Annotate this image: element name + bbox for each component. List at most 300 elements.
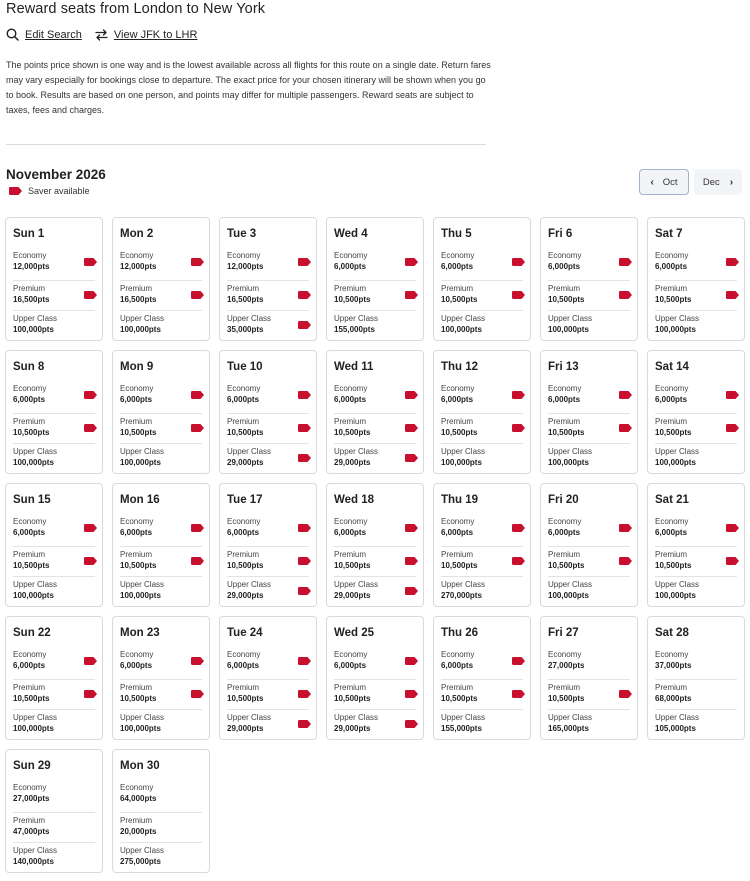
cabin-points: 6,000pts	[441, 262, 474, 271]
cabin-points: 6,000pts	[441, 661, 474, 670]
cabin-points: 10,500pts	[120, 561, 157, 570]
cabin-fare	[334, 250, 416, 280]
day-label: Sat 14	[655, 361, 689, 373]
cabin-name: Economy	[548, 517, 582, 526]
next-month-button[interactable]	[694, 169, 742, 195]
day-card[interactable]	[112, 749, 210, 873]
view-reverse-route-label: View JFK to LHR	[113, 28, 198, 41]
cabin-fare	[334, 649, 416, 679]
cabin-points: 29,000pts	[334, 724, 371, 733]
saver-tag-icon	[619, 258, 632, 266]
cabin-points: 6,000pts	[334, 395, 367, 404]
saver-tag-icon	[405, 587, 418, 595]
saver-tag-icon	[298, 524, 311, 532]
day-card[interactable]	[647, 350, 745, 474]
cabin-name: Economy	[13, 384, 47, 393]
cabin-fare	[655, 709, 737, 739]
saver-tag-icon	[191, 424, 204, 432]
saver-tag-icon	[512, 690, 525, 698]
cabin-name: Premium	[227, 550, 260, 559]
cabin-points: 100,000pts	[13, 325, 54, 334]
cabin-name: Economy	[334, 650, 368, 659]
cabin-name: Premium	[548, 550, 581, 559]
saver-tag-icon	[619, 291, 632, 299]
day-card[interactable]	[112, 350, 210, 474]
saver-tag-icon	[298, 424, 311, 432]
cabin-fare	[120, 516, 202, 546]
search-actions	[6, 28, 210, 41]
cabin-fare	[120, 443, 202, 473]
day-card[interactable]	[219, 217, 317, 341]
day-card[interactable]	[433, 350, 531, 474]
cabin-points: 6,000pts	[120, 395, 153, 404]
saver-tag-icon	[298, 587, 311, 595]
cabin-fare	[120, 250, 202, 280]
cabin-fare	[13, 413, 95, 443]
cabin-name: Upper Class	[655, 713, 700, 722]
cabin-fare	[334, 516, 416, 546]
cabin-fare	[655, 516, 737, 546]
saver-tag-icon	[405, 424, 418, 432]
cabin-name: Premium	[120, 550, 153, 559]
day-card[interactable]	[112, 616, 210, 740]
cabin-name: Upper Class	[334, 713, 379, 722]
saver-tag-icon	[9, 187, 22, 195]
saver-tag-icon	[191, 657, 204, 665]
cabin-points: 100,000pts	[120, 325, 161, 334]
cabin-fare	[548, 250, 630, 280]
cabin-name: Upper Class	[120, 580, 165, 589]
cabin-name: Upper Class	[548, 447, 593, 456]
saver-tag-icon	[619, 690, 632, 698]
cabin-fare	[334, 576, 416, 606]
cabin-fare	[13, 842, 95, 872]
cabin-name: Premium	[120, 683, 153, 692]
cabin-name: Upper Class	[120, 846, 165, 855]
day-card[interactable]	[326, 350, 424, 474]
day-label: Thu 19	[441, 494, 479, 506]
saver-tag-icon	[512, 258, 525, 266]
view-reverse-route-link[interactable]	[95, 29, 198, 41]
saver-tag-icon	[405, 454, 418, 462]
day-card[interactable]	[647, 616, 745, 740]
saver-tag-icon	[512, 291, 525, 299]
cabin-fare	[13, 649, 95, 679]
cabin-name: Premium	[441, 683, 474, 692]
cabin-name: Economy	[548, 384, 582, 393]
day-card[interactable]	[5, 749, 103, 873]
cabin-name: Economy	[13, 517, 47, 526]
saver-tag-icon	[619, 524, 632, 532]
cabin-fare	[548, 649, 630, 679]
saver-tag-icon	[405, 690, 418, 698]
cabin-name: Premium	[13, 417, 46, 426]
section-divider	[6, 144, 486, 145]
cabin-name: Premium	[548, 284, 581, 293]
cabin-points: 68,000pts	[655, 694, 692, 703]
cabin-name: Economy	[548, 650, 582, 659]
cabin-fare	[13, 443, 95, 473]
saver-tag-icon	[191, 391, 204, 399]
cabin-points: 35,000pts	[227, 325, 264, 334]
edit-search-link[interactable]	[6, 28, 82, 41]
cabin-name: Economy	[441, 517, 475, 526]
day-card[interactable]	[219, 350, 317, 474]
cabin-points: 100,000pts	[120, 591, 161, 600]
day-label: Sat 28	[655, 627, 689, 639]
cabin-points: 10,500pts	[227, 428, 264, 437]
cabin-name: Upper Class	[227, 713, 272, 722]
cabin-points: 64,000pts	[120, 794, 157, 803]
cabin-fare	[441, 649, 523, 679]
cabin-fare	[13, 709, 95, 739]
saver-tag-icon	[84, 291, 97, 299]
cabin-points: 6,000pts	[227, 661, 260, 670]
cabin-fare	[13, 383, 95, 413]
day-label: Tue 10	[227, 361, 263, 373]
cabin-name: Economy	[13, 783, 47, 792]
cabin-name: Upper Class	[120, 447, 165, 456]
cabin-points: 6,000pts	[334, 262, 367, 271]
cabin-fare	[13, 576, 95, 606]
cabin-name: Premium	[441, 284, 474, 293]
cabin-name: Economy	[227, 251, 261, 260]
cabin-name: Upper Class	[655, 447, 700, 456]
cabin-fare	[334, 413, 416, 443]
cabin-name: Economy	[441, 650, 475, 659]
cabin-points: 10,500pts	[120, 428, 157, 437]
cabin-fare	[441, 679, 523, 709]
day-label: Fri 13	[548, 361, 579, 373]
cabin-fare	[548, 576, 630, 606]
cabin-fare	[655, 280, 737, 310]
cabin-points: 16,500pts	[120, 295, 157, 304]
cabin-fare	[548, 679, 630, 709]
cabin-points: 12,000pts	[227, 262, 264, 271]
cabin-points: 6,000pts	[548, 262, 581, 271]
cabin-name: Premium	[441, 550, 474, 559]
cabin-name: Upper Class	[13, 314, 58, 323]
cabin-points: 6,000pts	[13, 661, 46, 670]
cabin-fare	[120, 383, 202, 413]
day-label: Wed 25	[334, 627, 375, 639]
cabin-fare	[120, 709, 202, 739]
cabin-name: Economy	[441, 251, 475, 260]
day-label: Thu 26	[441, 627, 479, 639]
cabin-fare	[227, 413, 309, 443]
saver-tag-icon	[726, 424, 739, 432]
calendar-grid	[5, 217, 745, 873]
cabin-fare	[334, 280, 416, 310]
cabin-fare	[441, 383, 523, 413]
month-title: November 2026	[6, 167, 106, 182]
cabin-points: 16,500pts	[13, 295, 50, 304]
day-card[interactable]	[326, 616, 424, 740]
day-card[interactable]	[433, 483, 531, 607]
cabin-name: Upper Class	[13, 447, 58, 456]
saver-tag-icon	[298, 454, 311, 462]
cabin-fare	[548, 383, 630, 413]
cabin-points: 10,500pts	[548, 694, 585, 703]
cabin-name: Upper Class	[334, 447, 379, 456]
day-label: Thu 5	[441, 228, 472, 240]
day-card[interactable]	[540, 217, 638, 341]
cabin-name: Upper Class	[441, 713, 486, 722]
cabin-points: 10,500pts	[655, 295, 692, 304]
cabin-name: Economy	[13, 650, 47, 659]
cabin-fare	[13, 516, 95, 546]
cabin-points: 10,500pts	[227, 694, 264, 703]
cabin-points: 100,000pts	[13, 724, 54, 733]
cabin-fare	[227, 649, 309, 679]
day-card[interactable]	[5, 483, 103, 607]
saver-tag-icon	[726, 557, 739, 565]
saver-tag-icon	[405, 720, 418, 728]
cabin-points: 6,000pts	[441, 395, 474, 404]
day-card[interactable]	[5, 217, 103, 341]
cabin-fare	[334, 679, 416, 709]
cabin-name: Premium	[227, 284, 260, 293]
cabin-fare	[227, 250, 309, 280]
saver-tag-icon	[512, 557, 525, 565]
saver-tag-icon	[191, 291, 204, 299]
cabin-points: 16,500pts	[227, 295, 264, 304]
cabin-name: Premium	[227, 683, 260, 692]
day-card[interactable]	[540, 616, 638, 740]
cabin-name: Upper Class	[548, 580, 593, 589]
edit-search-label: Edit Search	[25, 28, 82, 41]
cabin-fare	[334, 443, 416, 473]
cabin-points: 10,500pts	[334, 561, 371, 570]
cabin-name: Premium	[120, 284, 153, 293]
chevron-right-icon: ›	[729, 176, 734, 188]
cabin-name: Economy	[227, 650, 261, 659]
saver-tag-icon	[405, 258, 418, 266]
cabin-fare	[120, 310, 202, 340]
saver-tag-icon	[84, 657, 97, 665]
cabin-points: 140,000pts	[13, 857, 54, 866]
cabin-fare	[13, 250, 95, 280]
day-card[interactable]	[112, 483, 210, 607]
page-title: Reward seats from London to New York	[6, 1, 266, 17]
day-label: Wed 18	[334, 494, 375, 506]
cabin-name: Economy	[13, 251, 47, 260]
cabin-fare	[227, 709, 309, 739]
day-card[interactable]	[540, 350, 638, 474]
cabin-fare	[227, 443, 309, 473]
cabin-name: Economy	[655, 517, 689, 526]
cabin-name: Upper Class	[334, 314, 379, 323]
cabin-points: 155,000pts	[334, 325, 375, 334]
saver-tag-icon	[191, 690, 204, 698]
cabin-points: 29,000pts	[227, 591, 264, 600]
day-card[interactable]	[326, 217, 424, 341]
day-label: Mon 23	[120, 627, 160, 639]
cabin-fare	[227, 576, 309, 606]
saver-tag-icon	[298, 657, 311, 665]
cabin-name: Premium	[655, 284, 688, 293]
cabin-fare	[548, 443, 630, 473]
cabin-fare	[441, 310, 523, 340]
cabin-fare	[13, 546, 95, 576]
saver-tag-icon	[512, 524, 525, 532]
saver-tag-icon	[191, 524, 204, 532]
cabin-points: 100,000pts	[13, 458, 54, 467]
saver-tag-icon	[512, 391, 525, 399]
day-label: Thu 12	[441, 361, 479, 373]
cabin-points: 10,500pts	[441, 694, 478, 703]
cabin-points: 29,000pts	[334, 591, 371, 600]
day-card[interactable]	[433, 616, 531, 740]
cabin-name: Upper Class	[655, 314, 700, 323]
cabin-fare	[227, 310, 309, 340]
cabin-name: Premium	[548, 417, 581, 426]
saver-tag-icon	[405, 657, 418, 665]
saver-tag-icon	[405, 557, 418, 565]
saver-tag-icon	[84, 524, 97, 532]
day-label: Sat 21	[655, 494, 689, 506]
cabin-points: 6,000pts	[13, 528, 46, 537]
day-card[interactable]	[219, 616, 317, 740]
saver-tag-icon	[84, 258, 97, 266]
day-card[interactable]	[5, 616, 103, 740]
cabin-name: Upper Class	[120, 314, 165, 323]
saver-tag-icon	[405, 391, 418, 399]
cabin-fare	[548, 709, 630, 739]
cabin-points: 6,000pts	[655, 395, 688, 404]
cabin-fare	[441, 413, 523, 443]
cabin-name: Economy	[227, 384, 261, 393]
saver-tag-icon	[619, 557, 632, 565]
cabin-points: 29,000pts	[227, 724, 264, 733]
saver-tag-icon	[726, 258, 739, 266]
day-card[interactable]	[433, 217, 531, 341]
saver-tag-icon	[298, 291, 311, 299]
day-label: Sun 29	[13, 760, 51, 772]
cabin-name: Premium	[120, 417, 153, 426]
day-card[interactable]	[540, 483, 638, 607]
cabin-fare	[655, 443, 737, 473]
cabin-points: 155,000pts	[441, 724, 482, 733]
cabin-fare	[548, 546, 630, 576]
cabin-fare	[120, 546, 202, 576]
cabin-points: 10,500pts	[441, 428, 478, 437]
cabin-name: Premium	[334, 683, 367, 692]
cabin-name: Premium	[13, 550, 46, 559]
day-label: Fri 20	[548, 494, 579, 506]
cabin-points: 100,000pts	[120, 724, 161, 733]
cabin-fare	[441, 546, 523, 576]
day-label: Mon 9	[120, 361, 154, 373]
cabin-points: 100,000pts	[441, 325, 482, 334]
cabin-fare	[13, 679, 95, 709]
cabin-name: Upper Class	[655, 580, 700, 589]
cabin-fare	[655, 383, 737, 413]
cabin-points: 275,000pts	[120, 857, 161, 866]
cabin-fare	[227, 383, 309, 413]
saver-tag-icon	[405, 291, 418, 299]
day-label: Fri 27	[548, 627, 579, 639]
day-card[interactable]	[5, 350, 103, 474]
day-label: Fri 6	[548, 228, 573, 240]
cabin-points: 12,000pts	[13, 262, 50, 271]
saver-tag-icon	[726, 391, 739, 399]
cabin-name: Economy	[120, 384, 154, 393]
saver-tag-icon	[191, 557, 204, 565]
cabin-name: Economy	[120, 650, 154, 659]
cabin-fare	[655, 310, 737, 340]
cabin-points: 6,000pts	[120, 661, 153, 670]
cabin-points: 10,500pts	[548, 428, 585, 437]
cabin-name: Upper Class	[441, 580, 486, 589]
day-label: Sun 15	[13, 494, 51, 506]
day-label: Sun 1	[13, 228, 45, 240]
saver-tag-icon	[512, 424, 525, 432]
cabin-fare	[227, 280, 309, 310]
next-month-label: Dec	[702, 176, 720, 188]
cabin-fare	[655, 250, 737, 280]
cabin-points: 100,000pts	[655, 325, 696, 334]
cabin-points: 27,000pts	[13, 794, 50, 803]
cabin-name: Premium	[441, 417, 474, 426]
day-card[interactable]	[647, 483, 745, 607]
cabin-fare	[120, 576, 202, 606]
cabin-fare	[120, 782, 202, 812]
cabin-points: 6,000pts	[548, 395, 581, 404]
day-card[interactable]	[326, 483, 424, 607]
cabin-points: 100,000pts	[655, 458, 696, 467]
cabin-points: 100,000pts	[120, 458, 161, 467]
cabin-fare	[441, 280, 523, 310]
day-label: Mon 2	[120, 228, 154, 240]
saver-tag-icon	[512, 657, 525, 665]
cabin-points: 100,000pts	[548, 591, 589, 600]
cabin-name: Upper Class	[120, 713, 165, 722]
day-label: Sun 8	[13, 361, 45, 373]
saver-tag-icon	[298, 690, 311, 698]
saver-tag-icon	[84, 557, 97, 565]
cabin-fare	[548, 310, 630, 340]
cabin-points: 10,500pts	[227, 561, 264, 570]
day-card[interactable]	[647, 217, 745, 341]
cabin-points: 165,000pts	[548, 724, 589, 733]
day-card[interactable]	[112, 217, 210, 341]
saver-tag-icon	[726, 524, 739, 532]
previous-month-button[interactable]	[639, 169, 689, 195]
cabin-points: 100,000pts	[13, 591, 54, 600]
cabin-points: 10,500pts	[334, 694, 371, 703]
cabin-points: 6,000pts	[13, 395, 46, 404]
cabin-name: Premium	[655, 417, 688, 426]
cabin-points: 100,000pts	[655, 591, 696, 600]
cabin-points: 100,000pts	[441, 458, 482, 467]
cabin-points: 6,000pts	[655, 262, 688, 271]
cabin-name: Premium	[227, 417, 260, 426]
search-icon	[6, 28, 19, 41]
cabin-name: Upper Class	[548, 314, 593, 323]
previous-month-label: Oct	[662, 176, 678, 188]
cabin-name: Upper Class	[441, 447, 486, 456]
cabin-name: Upper Class	[227, 314, 272, 323]
day-card[interactable]	[219, 483, 317, 607]
day-label: Mon 16	[120, 494, 160, 506]
cabin-fare	[13, 280, 95, 310]
cabin-name: Economy	[120, 517, 154, 526]
cabin-fare	[655, 576, 737, 606]
cabin-fare	[13, 782, 95, 812]
saver-tag-icon	[726, 291, 739, 299]
saver-tag-icon	[191, 258, 204, 266]
